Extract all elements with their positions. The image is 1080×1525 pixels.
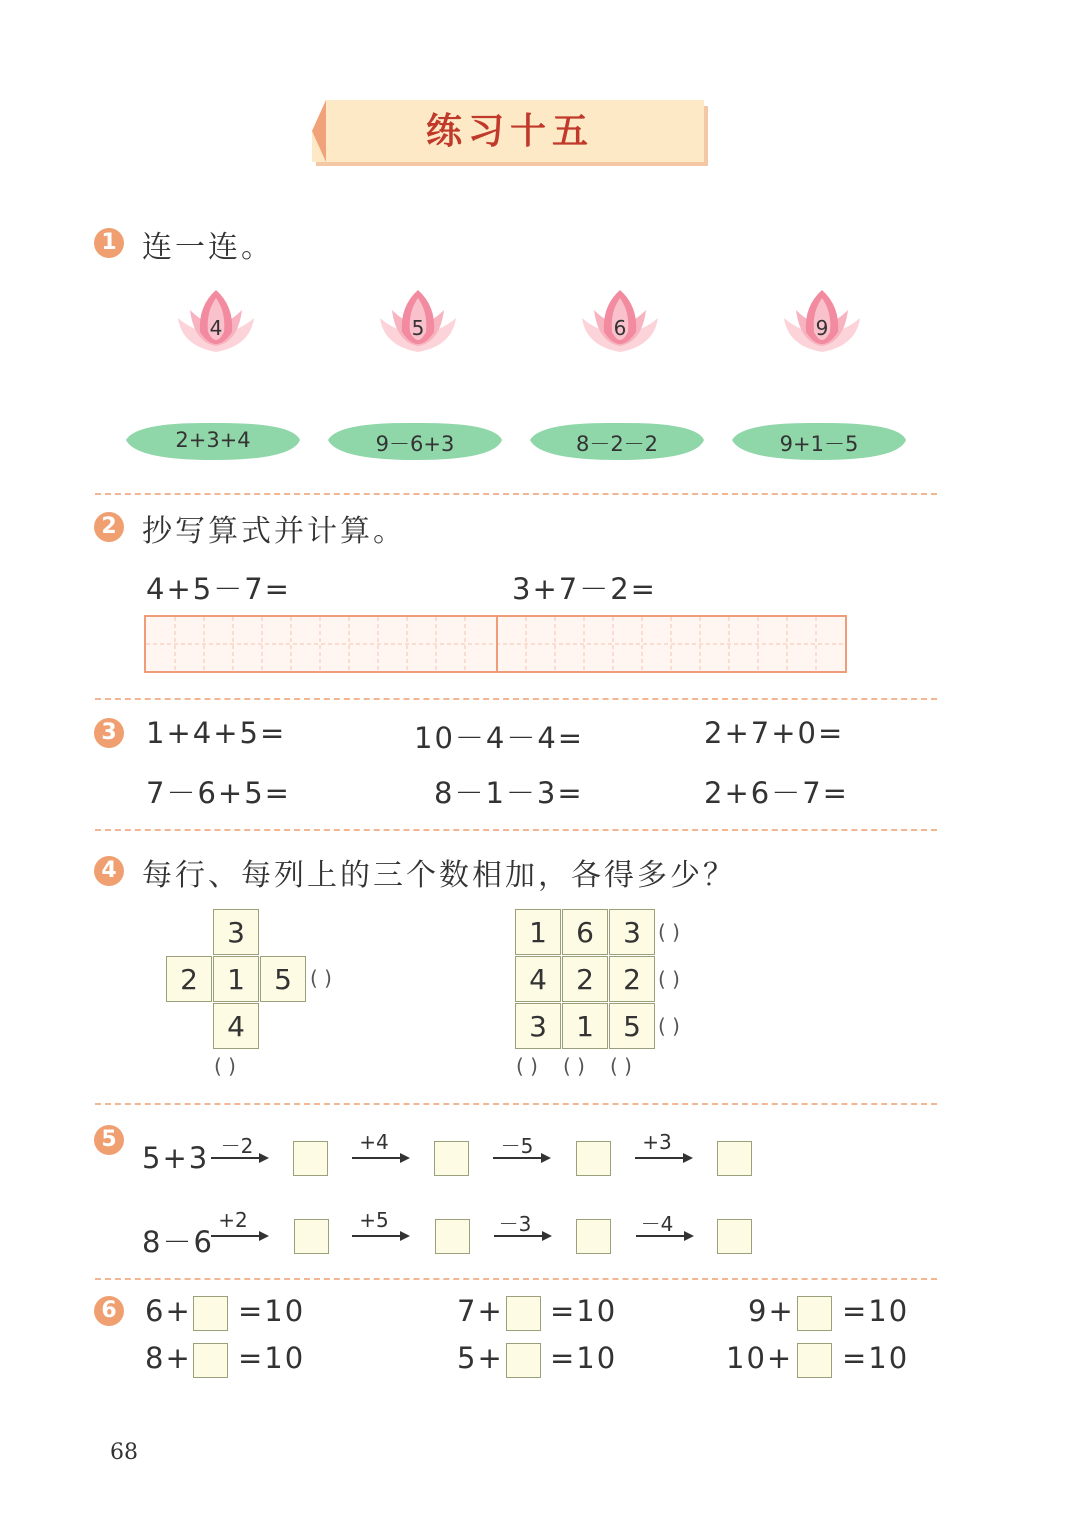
writing-grid[interactable] [144,615,847,673]
lotus-flower [374,288,462,356]
leaf-expression: 8－2－2 [575,432,659,456]
operation-label: －2 [220,1134,254,1158]
answer-paren[interactable]: ( ) [658,1014,680,1038]
expression: 2+6－7= [704,776,849,810]
equation-left: 9+ [748,1294,795,1328]
section-divider [95,698,937,700]
square-cell: 1 [562,1003,608,1049]
expression: 10－4－4= [414,721,585,755]
chain-start: 5+3 [142,1141,210,1175]
question-number-badge: 5 [94,1125,124,1155]
expression: 3+7－2= [512,572,657,606]
square-cell: 2 [609,956,655,1002]
equation-left: 6+ [145,1294,192,1328]
question-text: 抄写算式并计算。 [142,514,406,549]
lotus-flower [778,288,866,356]
leaf-expression: 2+3+4 [175,428,251,452]
cross-cell: 4 [213,1003,259,1049]
answer-box[interactable] [435,1219,470,1254]
operation-label: －4 [640,1212,674,1236]
chain-start: 8－6 [142,1225,214,1259]
answer-box[interactable] [717,1219,752,1254]
operation-label: +3 [642,1130,672,1154]
operation-label: +4 [359,1130,389,1154]
equation-right: =10 [842,1341,910,1375]
lily-pad [526,420,708,462]
square-cell: 4 [515,956,561,1002]
answer-paren[interactable]: ( ) [658,967,680,991]
arrow-right-icon [352,1226,410,1246]
answer-box[interactable] [797,1343,832,1378]
answer-box[interactable] [434,1141,469,1176]
equation-right: =10 [550,1294,618,1328]
page-number: 68 [110,1440,138,1465]
arrow-right-icon [493,1148,551,1168]
lotus-flower [576,288,664,356]
arrow-right-icon [635,1148,693,1168]
operation-label: +5 [359,1208,389,1232]
answer-paren[interactable]: ( ) [310,966,332,990]
answer-paren[interactable]: ( ) [214,1054,236,1078]
arrow-right-icon [494,1226,552,1246]
cross-cell: 1 [213,956,259,1002]
equation-left: 8+ [145,1341,192,1375]
section-divider [95,1103,937,1105]
page-title: 练习十五 [425,110,594,152]
arrow-right-icon [352,1148,410,1168]
arrow-right-icon [211,1148,269,1168]
question-number-badge: 6 [94,1296,124,1326]
answer-paren[interactable]: ( ) [563,1054,585,1078]
lily-pad [122,420,304,462]
question-text: 每行、每列上的三个数相加，各得多少？ [142,858,736,893]
square-cell: 1 [515,909,561,955]
arrow-right-icon [211,1226,269,1246]
equation-right: =10 [550,1341,618,1375]
operation-label: －3 [498,1212,532,1236]
answer-paren[interactable]: ( ) [516,1054,538,1078]
arrow-right-icon [636,1226,694,1246]
square-cell: 6 [562,909,608,955]
answer-box[interactable] [576,1219,611,1254]
answer-box[interactable] [576,1141,611,1176]
equation-right: =10 [238,1294,306,1328]
lily-pad [728,420,910,462]
lotus-number: 6 [613,316,627,340]
cross-cell: 5 [260,956,306,1002]
expression: 8－1－3= [434,776,584,810]
answer-box[interactable] [506,1296,541,1331]
square-cell: 3 [515,1003,561,1049]
lotus-flower [172,288,260,356]
question-number-badge: 1 [94,228,124,258]
expression: 1+4+5= [146,716,287,750]
square-cell: 5 [609,1003,655,1049]
leaf-expression: 9+1－5 [779,432,859,456]
section-divider [95,1278,937,1280]
expression: 7－6+5= [146,776,291,810]
lotus-number: 9 [815,316,829,340]
equation-left: 7+ [457,1294,504,1328]
answer-box[interactable] [294,1219,329,1254]
equation-left: 10+ [726,1341,794,1375]
square-cell: 3 [609,909,655,955]
answer-box[interactable] [193,1343,228,1378]
section-divider [95,493,937,495]
operation-label: －5 [500,1134,534,1158]
question-number-badge: 4 [94,856,124,886]
square-cell: 2 [562,956,608,1002]
answer-box[interactable] [193,1296,228,1331]
lotus-number: 4 [209,316,223,340]
question-number-badge: 3 [94,718,124,748]
section-divider [95,829,937,831]
writing-grid-lines [146,617,845,671]
question-text: 连一连。 [142,230,274,265]
answer-box[interactable] [797,1296,832,1331]
question-number-badge: 2 [94,512,124,542]
equation-right: =10 [238,1341,306,1375]
equation-left: 5+ [457,1341,504,1375]
answer-box[interactable] [717,1141,752,1176]
answer-paren[interactable]: ( ) [610,1054,632,1078]
leaf-expression: 9－6+3 [375,432,455,456]
lotus-number: 5 [411,316,425,340]
answer-box[interactable] [293,1141,328,1176]
operation-label: +2 [218,1208,248,1232]
answer-box[interactable] [506,1343,541,1378]
equation-right: =10 [842,1294,910,1328]
cross-cell: 2 [166,956,212,1002]
answer-paren[interactable]: ( ) [658,920,680,944]
expression: 4+5－7= [146,572,291,606]
cross-cell: 3 [213,909,259,955]
expression: 2+7+0= [704,716,845,750]
lily-pad [324,420,506,462]
